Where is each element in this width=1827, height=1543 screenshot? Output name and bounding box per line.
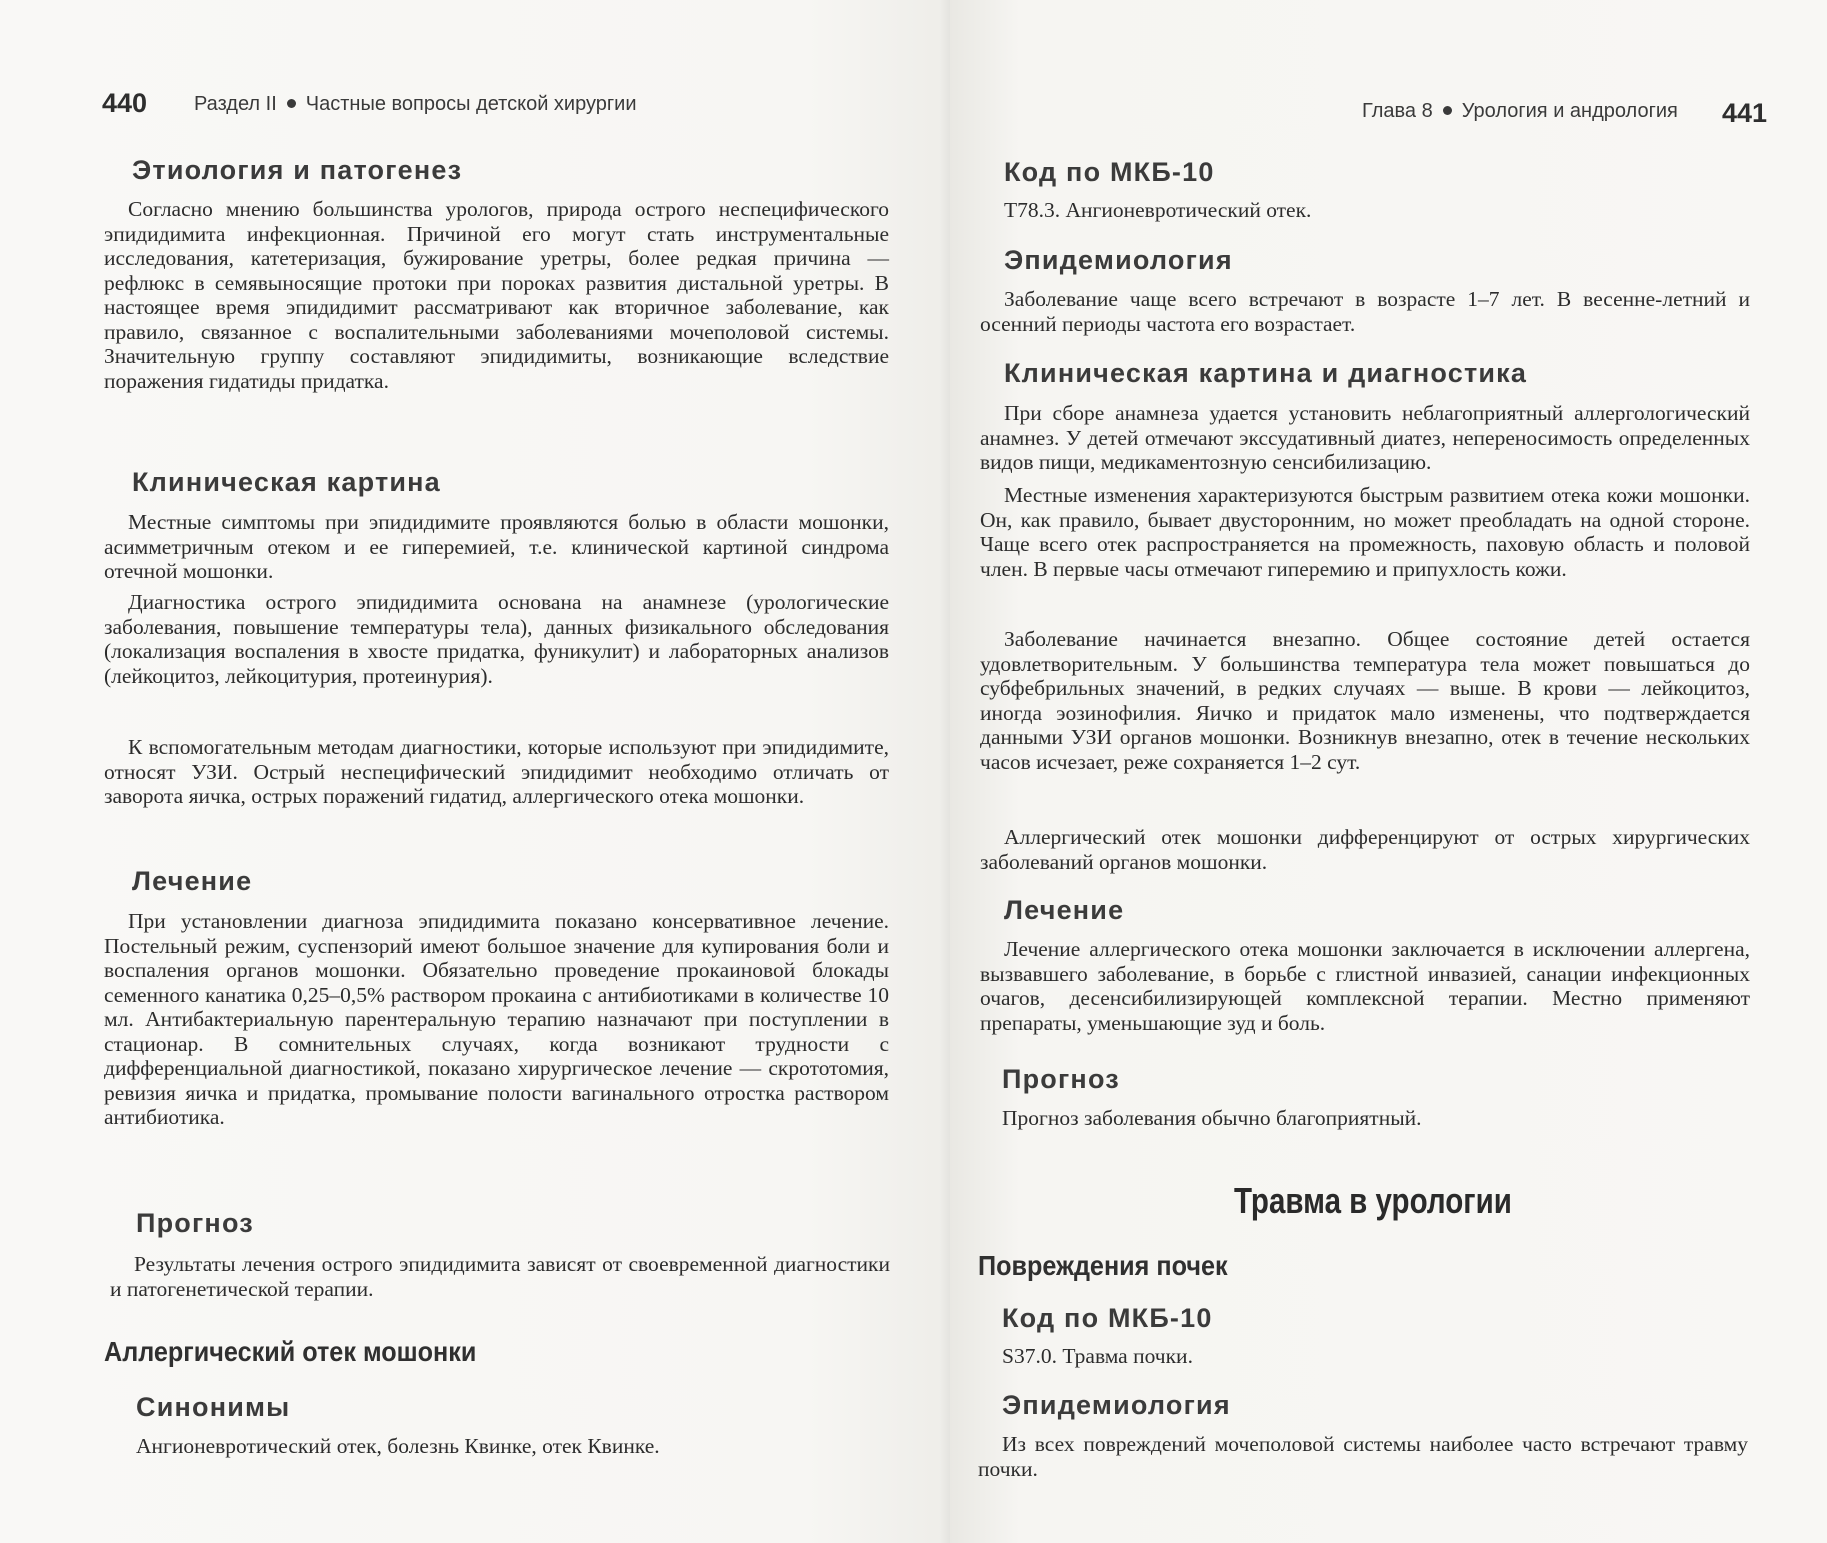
para-clinical-4: Аллергический отек мошонки дифференцируют от острых хирургических заболеваний органов мошонки. <box>980 825 1750 874</box>
para-epidemiology: Заболевание чаще всего встречают в возрасте 1–7 лет. В весенне-летний и осенний периоды частота его возрастает. <box>980 287 1750 336</box>
para-clinical-2: Диагностика острого эпидидимита основана на анамнезе (урологические заболевания, повышение температуры тела), данных физикального обследования (локализация воспаления в хвосте придатка, фуникулит) и лабораторных анализов (лейкоцитоз, лейкоцитурия, протеинурия). <box>104 590 889 688</box>
para-etiology: Согласно мнению большинства урологов, природа острого неспецифического эпидидимита инфекционная. Причиной его могут стать инструментальные исследования, катетеризация, бужирование уретры, более редкая причина — рефлюкс в семявыносящие протоки при пороках развития дистальной уретры. В настоящее время эпидидимит рассматривают как вторичное заболевание, как правило, связанное с воспалительными заболеваниями мочеполовой системы. Значительную группу составляют эпидидимиты, возникающие вследствие поражения гидатиды придатка. <box>104 197 889 393</box>
para-clinical-2: Местные изменения характеризуются быстрым развитием отека кожи мошонки. Он, как правило, бывает двусторонним, но может преобладать на одной стороне. Чаще всего отек распространяется на промежность, паховую область и половой член. В первые часы отмечают гиперемию и припухлость кожи. <box>980 483 1750 581</box>
heading-treatment: Лечение <box>1004 895 1125 925</box>
heading-clinical: Клиническая картина <box>132 467 441 497</box>
heading-trauma: Травма в урологии <box>1234 1180 1512 1221</box>
para-epidemiology-kidney: Из всех повреждений мочеполовой системы наиболее часто встречают травму почки. <box>978 1432 1748 1481</box>
para-clinical-1: Местные симптомы при эпидидимите проявляются болью в области мошонки, асимметричным отеком и ее гиперемией, т.е. клинической картиной синдрома отечной мошонки. <box>104 510 889 583</box>
para-clinical-1: При сборе анамнеза удается установить неблагоприятный аллергологический анамнез. У детей отмечают экссудативный диатез, непереносимость определенных видов пищи, медикаментозную сенсибилизацию. <box>980 401 1750 474</box>
bullet-icon <box>1443 106 1452 115</box>
right-page <box>950 0 1827 1543</box>
heading-prognosis: Прогноз <box>136 1208 254 1238</box>
running-head-title: Урология и андрология <box>1461 100 1678 122</box>
para-treatment: При установлении диагноза эпидидимита показано консервативное лечение. Постельный режим, суспензорий имеют большое значение для купирования боли и воспаления органов мошонки. Обязательно проведение прокаиновой блокады семенного канатика 0,25–0,5% раствором прокаина с антибиотиками в количестве 10 мл. Антибактериальную парентеральную терапию назначают при поступлении в стационар. В сомнительных случаях, когда возникают трудности с дифференциальной диагностикой, показано хирургическое лечение — скрототомия, ревизия яичка и придатка, промывание полости вагинального отростка раствором антибиотика. <box>104 909 889 1129</box>
page-number: 441 <box>1722 98 1768 128</box>
heading-prognosis: Прогноз <box>1002 1064 1120 1094</box>
heading-synonyms: Синонимы <box>136 1392 291 1422</box>
running-head-title: Частные вопросы детской хирургии <box>305 93 637 115</box>
heading-treatment: Лечение <box>132 866 253 896</box>
running-head <box>194 93 637 116</box>
para-icd-kidney: S37.0. Травма почки. <box>1002 1344 1193 1368</box>
page-number: 440 <box>102 88 148 118</box>
heading-clinical-diagnostics: Клиническая картина и диагностика <box>1004 358 1528 388</box>
heading-allergic-edema: Аллергический отек мошонки <box>104 1336 477 1367</box>
heading-icd-kidney: Код по МКБ-10 <box>1002 1303 1213 1333</box>
para-prognosis: Результаты лечения острого эпидидимита зависят от своевременной диагностики и патогенетической терапии. <box>110 1252 890 1301</box>
heading-epidemiology-kidney: Эпидемиология <box>1002 1390 1231 1420</box>
heading-epidemiology: Эпидемиология <box>1004 245 1233 275</box>
para-synonyms: Ангионевротический отек, болезнь Квинке, отек Квинке. <box>136 1434 660 1458</box>
para-treatment: Лечение аллергического отека мошонки заключается в исключении аллергена, вызвавшего заболевание, в борьбе с глистной инвазией, санации инфекционных очагов, десенсибилизирующей комплексной терапии. Местно применяют препараты, уменьшающие зуд и боль. <box>980 937 1750 1035</box>
heading-etiology: Этиология и патогенез <box>132 155 463 185</box>
para-prognosis: Прогноз заболевания обычно благоприятный. <box>1002 1106 1422 1130</box>
bullet-icon <box>287 99 296 108</box>
running-head-section: Раздел II <box>194 93 277 115</box>
running-head-chapter: Глава 8 <box>1362 100 1433 122</box>
para-icd: T78.3. Ангионевротический отек. <box>1004 198 1312 222</box>
para-clinical-3: К вспомогательным методам диагностики, которые используют при эпидидимите, относят УЗИ. Острый неспецифический эпидидимит необходимо отличать от заворота яичка, острых поражений гидатид, аллергического отека мошонки. <box>104 735 889 808</box>
heading-icd: Код по МКБ-10 <box>1004 157 1215 187</box>
running-head <box>1362 100 1678 123</box>
heading-kidney-injury: Повреждения почек <box>978 1250 1228 1281</box>
para-clinical-3: Заболевание начинается внезапно. Общее состояние детей остается удовлетворительным. У большинства температура тела может повышаться до субфебрильных значений, в редких случаях — выше. В крови — лейкоцитоз, иногда эозинофилия. Яичко и придаток мало изменены, что подтверждается данными УЗИ органов мошонки. Возникнув внезапно, отек в течение нескольких часов исчезает, реже сохраняется 1–2 сут. <box>980 627 1750 774</box>
